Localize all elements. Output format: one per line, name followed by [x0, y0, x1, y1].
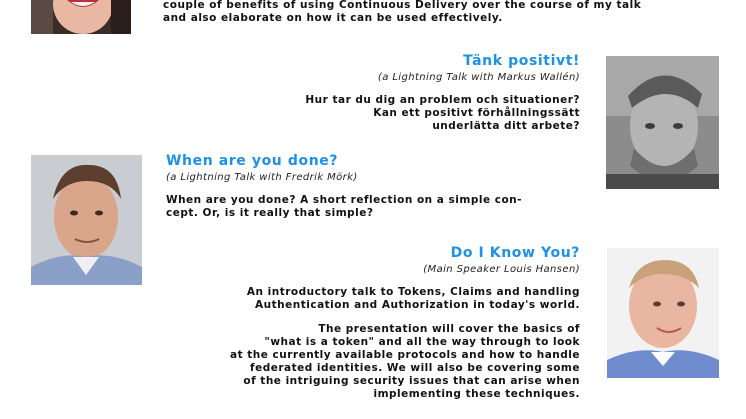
body-line: and also elaborate on how it can be used effectively. [163, 12, 503, 24]
talk-do-i-know-you [230, 244, 580, 401]
body-line: The presentation will cover the basics of [318, 323, 580, 335]
talk-subtitle: (Main Speaker Louis Hansen) [423, 264, 580, 275]
body-line: underlätta ditt arbete? [432, 120, 580, 132]
speaker-photo-louis [607, 248, 719, 378]
body-line: cept. Or, is it really that simple? [166, 207, 374, 219]
talk-body [230, 286, 580, 312]
body-line: at the currently available protocols and how to handle [229, 349, 580, 361]
speaker-photo-fredrik [31, 155, 142, 285]
talk-body [305, 94, 580, 133]
body-line: couple of benefits of using Continuous Delivery over the course of my talk [163, 0, 642, 11]
talk-title: Do I Know You? [450, 245, 580, 261]
body-line: Hur tar du dig an problem och situationer? [305, 94, 580, 106]
body-line: "what is a token" and all the way through to look [264, 336, 580, 348]
body-line: implementing these techniques. [373, 388, 580, 400]
speaker-photo-markus [606, 56, 719, 189]
talk-subtitle: (a Lightning Talk with Markus Wallén) [377, 72, 580, 83]
talk-title: When are you done? [166, 153, 339, 169]
body-line: An introductory talk to Tokens, Claims and handling [246, 286, 580, 298]
talk-when-are-you-done [166, 152, 522, 220]
talk-tank-positivt [305, 52, 580, 133]
talk-intro-body [163, 0, 641, 25]
body-line: Authentication and Authorization in today's world. [255, 299, 580, 311]
body-line: of the intriguing security issues that can arise when [243, 375, 580, 387]
body-line: When are you done? A short reflection on a simple con- [166, 194, 522, 206]
speaker-photo-woman [31, 0, 131, 34]
body-line: federated identities. We will also be covering some [250, 362, 580, 374]
talk-body [166, 194, 522, 220]
talk-title: Tänk positivt! [463, 53, 580, 69]
talk-body-detail [230, 323, 580, 401]
talk-subtitle: (a Lightning Talk with Fredrik Mörk) [166, 172, 358, 183]
body-line: Kan ett positivt förhållningssätt [373, 107, 580, 119]
